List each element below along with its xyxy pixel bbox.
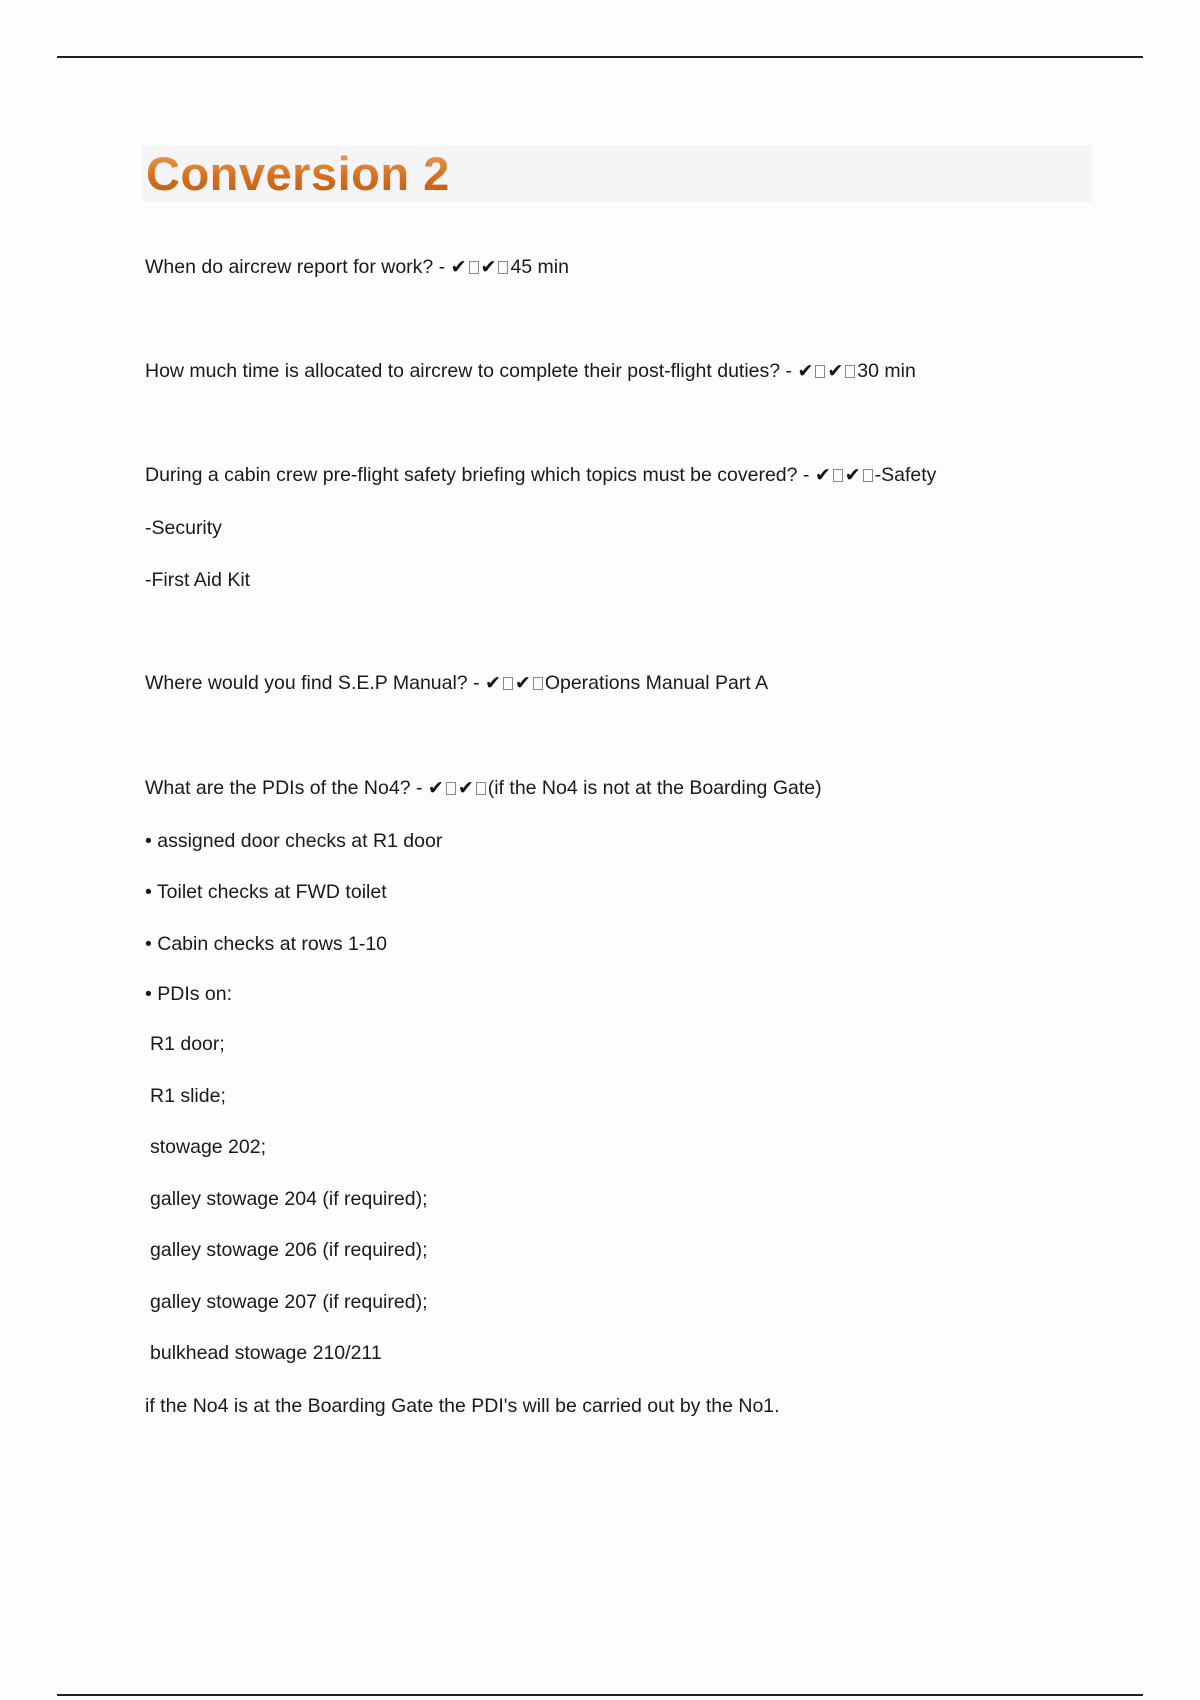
qa-item-3 bbox=[145, 462, 936, 488]
answer-continuation: -Security bbox=[145, 517, 222, 539]
answer-text: -Safety bbox=[874, 464, 937, 486]
bottom-rule bbox=[57, 1694, 1143, 1696]
answer-text: Operations Manual Part A bbox=[544, 672, 769, 694]
check-icon: ✔ bbox=[427, 777, 444, 799]
list-item: • Cabin checks at rows 1-10 bbox=[145, 933, 388, 955]
empty-box-icon bbox=[476, 782, 486, 795]
sub-list-item: galley stowage 207 (if required); bbox=[150, 1291, 428, 1313]
sub-list-item: R1 door; bbox=[150, 1033, 225, 1055]
check-icon: ✔ bbox=[484, 672, 501, 694]
sub-list-item: galley stowage 206 (if required); bbox=[150, 1239, 428, 1261]
qa-item-5 bbox=[145, 775, 822, 801]
check-icon: ✔ bbox=[844, 464, 861, 486]
check-icon: ✔ bbox=[480, 256, 497, 278]
question-text: Where would you find S.E.P Manual? - bbox=[145, 672, 485, 694]
question-text: During a cabin crew pre-flight safety briefing which topics must be covered? - bbox=[145, 464, 815, 486]
check-icon: ✔ bbox=[797, 360, 814, 382]
qa-item-2 bbox=[145, 358, 916, 384]
qa-item-1 bbox=[145, 254, 569, 280]
list-item: • PDIs on: bbox=[145, 983, 233, 1005]
sub-list-item: R1 slide; bbox=[150, 1085, 226, 1107]
qa-item-4 bbox=[145, 670, 768, 696]
question-text: What are the PDIs of the No4? - bbox=[145, 777, 428, 799]
empty-box-icon bbox=[469, 261, 479, 274]
answer-text: (if the No4 is not at the Boarding Gate) bbox=[487, 777, 822, 799]
empty-box-icon bbox=[503, 677, 513, 690]
sub-list-item: bulkhead stowage 210/211 bbox=[150, 1342, 382, 1364]
empty-box-icon bbox=[833, 469, 843, 482]
top-rule bbox=[57, 56, 1143, 58]
check-icon: ✔ bbox=[827, 360, 844, 382]
empty-box-icon bbox=[845, 365, 855, 378]
footer-note: if the No4 is at the Boarding Gate the PDI's will be carried out by the No1. bbox=[145, 1395, 780, 1417]
check-icon: ✔ bbox=[814, 464, 831, 486]
empty-box-icon bbox=[446, 782, 456, 795]
empty-box-icon bbox=[533, 677, 543, 690]
check-icon: ✔ bbox=[457, 777, 474, 799]
list-item: • assigned door checks at R1 door bbox=[145, 830, 443, 852]
empty-box-icon bbox=[863, 469, 873, 482]
question-text: How much time is allocated to aircrew to complete their post-flight duties? - bbox=[145, 360, 798, 382]
check-icon: ✔ bbox=[450, 256, 467, 278]
empty-box-icon bbox=[498, 261, 508, 274]
answer-text: 30 min bbox=[857, 360, 916, 382]
answer-continuation: -First Aid Kit bbox=[145, 569, 251, 591]
sub-list-item: stowage 202; bbox=[150, 1136, 267, 1158]
page-title: Conversion 2 bbox=[146, 147, 450, 200]
check-icon: ✔ bbox=[514, 672, 531, 694]
list-item: • Toilet checks at FWD toilet bbox=[145, 881, 387, 903]
empty-box-icon bbox=[815, 365, 825, 378]
sub-list-item: galley stowage 204 (if required); bbox=[150, 1188, 428, 1210]
question-text: When do aircrew report for work? - bbox=[145, 256, 451, 278]
answer-text: 45 min bbox=[510, 256, 569, 278]
